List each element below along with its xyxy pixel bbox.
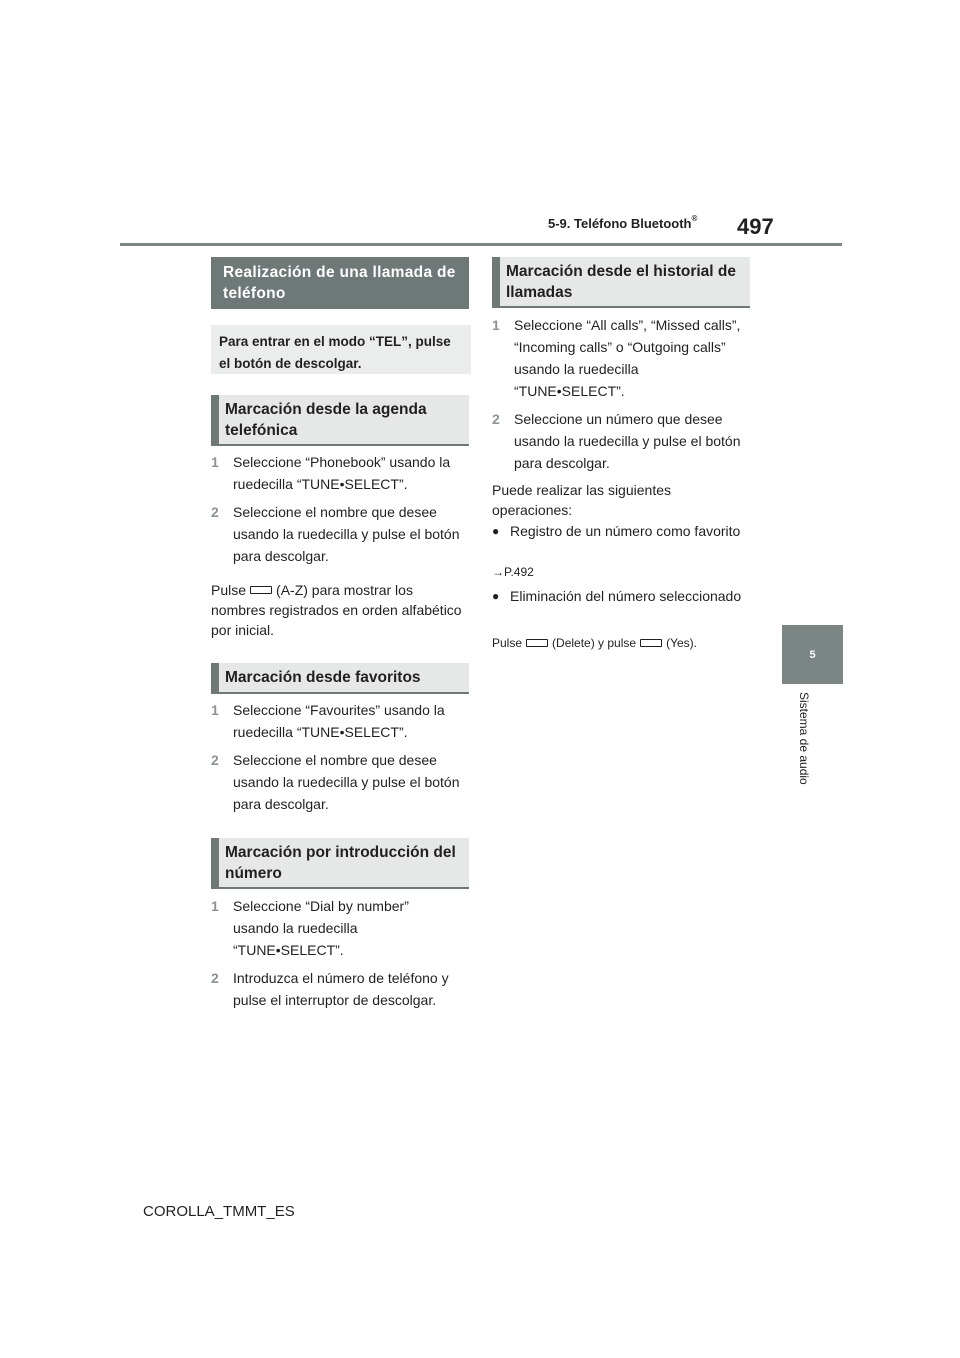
header-rule	[120, 243, 842, 246]
phonebook-step-2: 2 Seleccione el nombre que desee usando la ruedecilla y pulse el botón para descolgar.	[211, 504, 460, 564]
page-number: 497	[737, 214, 774, 239]
history-step-1: 1 Seleccione “All calls”, “Missed calls”, “Incoming calls” o “Outgoing calls” usando la ruedecilla “TUNE•SELECT”.	[492, 317, 741, 399]
section-title: 5-9. Teléfono Bluetooth®	[548, 214, 698, 231]
heading-favourites: Marcación desde favoritos	[211, 663, 469, 694]
operations-intro: Puede realizar las siguientes operaciones:	[492, 482, 671, 518]
document-code: COROLLA_TMMT_ES	[143, 1203, 295, 1220]
button-icon	[640, 639, 662, 647]
main-heading: Realización de una llamada de teléfono	[211, 257, 469, 309]
bullet-dot-icon: ●	[492, 524, 500, 538]
chapter-tab: 5	[782, 625, 843, 684]
bullet-delete: ● Eliminación del número seleccionado	[492, 588, 742, 604]
intro-box: Para entrar en el modo “TEL”, pulse el botón de descolgar.	[211, 325, 471, 374]
bullet-favourite: ● Registro de un número como favorito	[492, 523, 741, 539]
heading-dial-number: Marcación por introducción del número	[211, 838, 469, 889]
favourites-step-1: 1 Seleccione “Favourites” usando la ruedecilla “TUNE•SELECT”.	[211, 702, 445, 740]
dial-step-1: 1 Seleccione “Dial by number” usando la ruedecilla “TUNE•SELECT”.	[211, 898, 409, 958]
delete-note: Pulse (Delete) y pulse (Yes).	[492, 636, 697, 650]
dial-step-2: 2 Introduzca el número de teléfono y pulse el interruptor de descolgar.	[211, 970, 449, 1008]
history-step-2: 2 Seleccione un número que desee usando la ruedecilla y pulse el botón para descolgar.	[492, 411, 741, 471]
button-icon	[250, 586, 272, 594]
heading-phonebook: Marcación desde la agenda telefónica	[211, 395, 469, 446]
chapter-label: Sistema de audio	[797, 692, 811, 785]
heading-call-history: Marcación desde el historial de llamadas	[492, 257, 750, 308]
phonebook-note: Pulse (A-Z) para mostrar los nombres registrados en orden alfabético por inicial.	[211, 582, 462, 638]
page-reference: →P.492	[492, 565, 534, 579]
bullet-dot-icon: ●	[492, 589, 500, 603]
phonebook-step-1: 1 Seleccione “Phonebook” usando la ruedecilla “TUNE•SELECT”.	[211, 454, 451, 492]
favourites-step-2: 2 Seleccione el nombre que desee usando la ruedecilla y pulse el botón para descolgar.	[211, 752, 460, 812]
button-icon	[526, 639, 548, 647]
